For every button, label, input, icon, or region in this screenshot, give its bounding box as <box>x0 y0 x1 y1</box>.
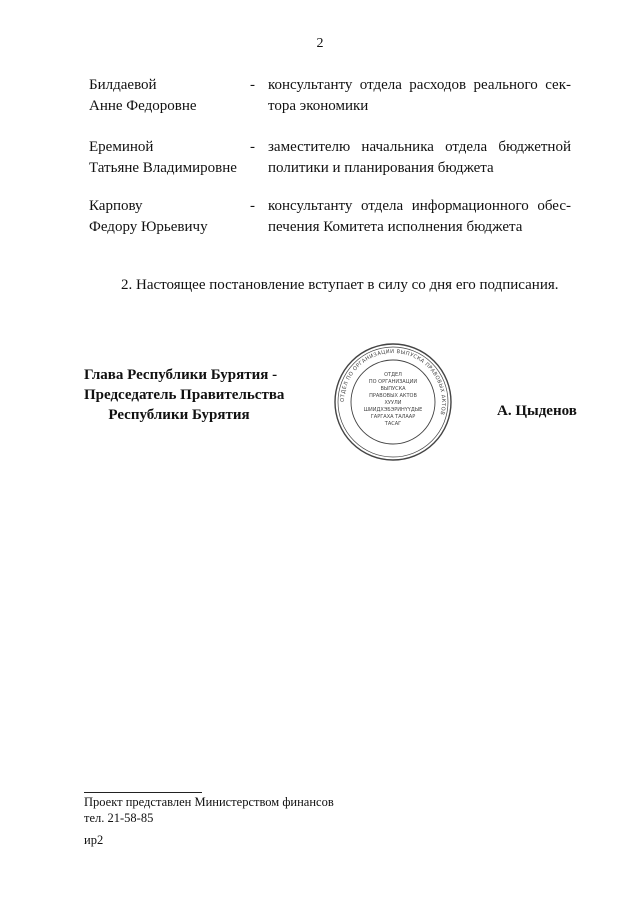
appointment-entry <box>0 75 640 119</box>
footnote-divider <box>84 792 202 793</box>
position-line: печения Комитета исполнения бюджета <box>268 219 523 235</box>
given-names: Татьяне Владимировне <box>89 160 237 176</box>
surname: Карпову <box>89 198 143 214</box>
surname: Ереминой <box>89 139 154 155</box>
surname: Билдаевой <box>89 77 157 93</box>
appointment-entry <box>0 137 640 181</box>
signatory-title <box>84 365 285 425</box>
seal-center-text: ОТДЕЛ <box>384 372 402 378</box>
footnote-code: ир2 <box>84 833 104 847</box>
seal-center-text: ШИИДХЭБЭРИНҮҮДЫЕ <box>363 407 423 413</box>
official-seal-stamp <box>333 342 453 462</box>
position-description <box>268 196 571 238</box>
page-number: 2 <box>316 36 324 51</box>
seal-center-text: ТАСАГ <box>384 421 402 427</box>
seal-center-text: ГАРГАХА ТАЛААР <box>370 414 416 420</box>
given-names: Федору Юрьевичу <box>89 219 208 235</box>
signatory-title-line: Республики Бурятия <box>108 407 250 423</box>
appointment-entry <box>0 196 640 240</box>
footnote-phone: тел. 21-58-85 <box>84 811 154 825</box>
seal-ring-text: ОТДЕЛ ПО ОРГАНИЗАЦИИ ВЫПУСКА ПРАВОВЫХ АКТОВ <box>339 348 447 416</box>
footnote-author: Проект представлен Министерством финансов <box>84 795 334 809</box>
position-description <box>268 137 571 179</box>
dash-separator: - <box>250 139 255 155</box>
signatory-title-line: Глава Республики Бурятия - <box>84 367 278 383</box>
person-name <box>89 196 249 238</box>
seal-center-text: ХУУЛИ <box>384 400 402 406</box>
position-line: консультанту отдела информационного обес- <box>268 198 571 214</box>
person-name <box>89 137 249 179</box>
seal-center-text: ПРАВОВЫХ АКТОВ <box>369 393 417 399</box>
seal-center-text: ПО ОРГАНИЗАЦИИ <box>368 379 418 385</box>
position-line: заместителю начальника отдела бюджетной <box>268 139 571 155</box>
position-line: консультанту отдела расходов реального сек- <box>268 77 571 93</box>
seal-center-text: ВЫПУСКА <box>380 386 406 392</box>
signatory-title-line: Председатель Правительства <box>84 387 285 403</box>
given-names: Анне Федоровне <box>89 98 197 114</box>
effective-date-clause: 2. Настоящее постановление вступает в силу со дня его подписания. <box>121 277 559 293</box>
dash-separator: - <box>250 198 255 214</box>
position-line: политики и планирования бюджета <box>268 160 494 176</box>
person-name <box>89 75 249 117</box>
signatory-name: А. Цыденов <box>497 403 577 419</box>
position-line: тора экономики <box>268 98 369 114</box>
dash-separator: - <box>250 77 255 93</box>
position-description <box>268 75 571 117</box>
